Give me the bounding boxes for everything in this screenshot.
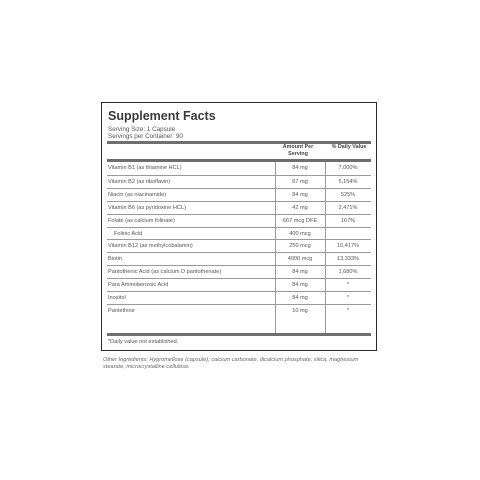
nutrient-daily-value: * [346,295,350,301]
table-row [107,291,371,304]
nutrient-daily-value: 13,333% [336,256,360,263]
nutrient-name: Pantothenic Acid (as calcium D pantothenate) [108,269,222,276]
servings-per-container: Servings per Container: 90 [108,133,183,140]
table-row [107,214,371,227]
table-row [107,239,371,252]
nutrient-name: Inositol [108,295,126,301]
panel-title: Supplement Facts [108,109,216,123]
footnote: *Daily value not established. [108,339,179,345]
nutrient-amount: 84 mg [292,191,308,198]
table-row [107,201,371,214]
table-row [107,162,371,174]
nutrient-daily-value: 2,471% [338,204,358,211]
nutrient-daily-value: 5,154% [338,178,358,185]
amount-header: Amount Per Serving [282,144,314,157]
nutrient-daily-value: 7,000% [338,165,358,171]
table-row [107,227,371,240]
nutrient-amount: 4000 mcg [287,256,313,263]
table-row [107,175,371,188]
nutrient-daily-value: * [346,307,350,314]
column-divider [275,162,276,333]
nutrient-amount: 67 mg [292,178,308,185]
nutrient-name: Biotin [108,256,122,263]
nutrient-amount: 84 mg [292,282,308,289]
nutrient-amount: 400 mcg [289,230,311,237]
other-ingredients: Other Ingredients: Hypromellose (capsule), calcium carbonate, dicalcium phosphate, silica, magnesium stearate, microcrystalline cellulose. [103,357,359,371]
nutrient-daily-value: 1,680% [338,269,358,276]
nutrient-daily-value: 525% [340,191,356,198]
nutrient-daily-value: 10,417% [336,243,360,250]
nutrient-amount: 84 mg [292,295,308,301]
table-bottom-rule [107,333,371,336]
table-row [107,188,371,201]
table-row [107,265,371,278]
nutrient-name: Vitamin B6 (as pyridoxine HCL) [108,204,186,211]
nutrient-amount: 84 mg [292,165,308,171]
nutrient-amount: 667 mcg DFE [282,217,318,224]
dv-header: % Daily Value [331,144,367,150]
nutrient-name: Pantethine [108,307,135,314]
nutrient-name: Folate (as calcium folinate) [108,217,175,224]
nutrient-name: Vitamin B12 (as methylcobalamin) [108,243,193,250]
table-row [107,304,371,317]
nutrient-name: Para Aminobenzoic Acid [108,282,169,289]
nutrient-amount: 42 mg [292,204,308,211]
nutrient-amount: 84 mg [292,269,308,276]
nutrient-name: Vitamin B1 (as thiamine HCL) [108,165,182,171]
column-divider [325,162,326,333]
serving-size: Serving Size: 1 Capsule [108,126,176,133]
nutrient-name: Folinic Acid [114,230,143,237]
nutrient-amount: 10 mg [292,307,308,314]
table-row [107,252,371,265]
nutrient-daily-value: 167% [340,217,356,224]
nutrient-daily-value: * [346,282,350,289]
table-row [107,278,371,291]
nutrient-name: Vitamin B2 (as riboflavin) [108,178,171,185]
supplement-facts-panel [101,102,377,351]
nutrient-amount: 250 mcg [289,243,311,250]
nutrient-name: Niacin (as niacinamide) [108,191,167,198]
